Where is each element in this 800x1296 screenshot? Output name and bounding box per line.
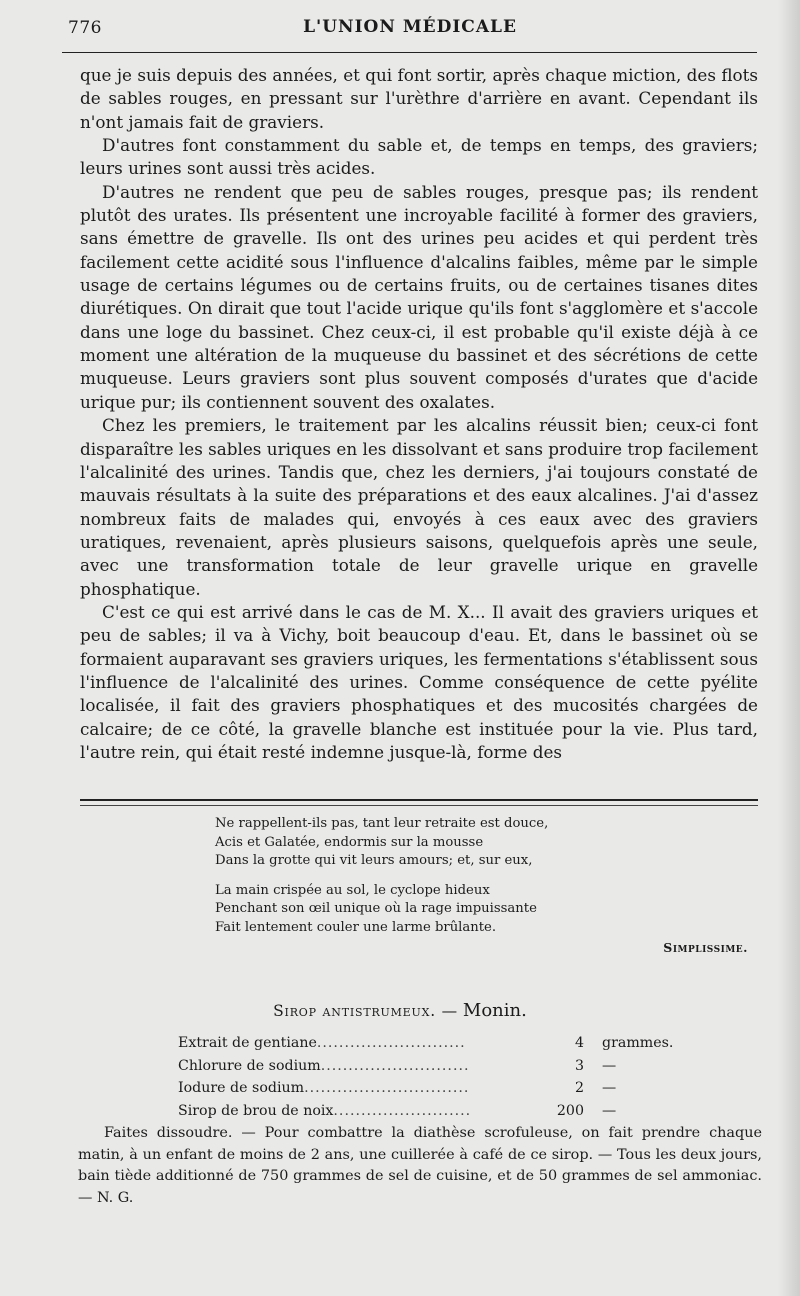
running-title: L'UNION MÉDICALE xyxy=(303,17,517,37)
recipe-title-brand: Monin. xyxy=(462,1000,527,1021)
ingredient-row xyxy=(178,1055,698,1078)
poem-excerpt xyxy=(215,815,548,938)
ingredient-unit: — xyxy=(602,1102,617,1119)
section-divider-thick xyxy=(80,799,758,801)
leader-dots: ......................... xyxy=(333,1102,472,1119)
poem-line: Dans la grotte qui vit leurs amours; et, sur eux, xyxy=(215,853,533,869)
ingredient-quantity: 4 xyxy=(574,1035,584,1051)
ingredient-unit: grammes. xyxy=(602,1035,674,1051)
ingredient-row xyxy=(178,1100,698,1123)
poem-line: Acis et Galatée, endormis sur la mousse xyxy=(215,834,484,850)
ingredient-name: Extrait de gentiane xyxy=(178,1035,317,1051)
main-text-column xyxy=(80,64,758,764)
ingredient-name: Sirop de brou de noix xyxy=(178,1102,334,1119)
paragraph: C'est ce qui est arrivé dans le cas de M. X... Il avait des graviers uriques et peu de sables; il va à Vichy, boit beaucoup d'eau. Et, dans le bassinet où se formaient auparavant ses graviers uriques, les fermentations s'établissent sous l'influence de l'alcalinité des urines. Comme conséquence de cette pyélite localisée, il fait des graviers phosphatiques et des mucosités chargées de calcaire; de ce côté, la gravelle blanche est instituée pour la vie. Plus tard, l'autre rein, qui était resté indemne jusque-là, forme des xyxy=(80,601,758,762)
poem-line: La main crispée au sol, le cyclope hideux xyxy=(215,882,490,898)
leader-dots: ........................... xyxy=(320,1057,470,1074)
paragraph: D'autres ne rendent que peu de sables rouges, presque pas; ils rendent plutôt des urates. Ils présentent une incroyable facilité à former des graviers, sans émettre de gravelle. Ils ont des urines peu acides et qui perdent très facilement cette acidité sous l'influence d'alcalins faibles, même par le simple usage de certains légumes ou de certains fruits, ou de certaines tisanes dites diurétiques. On dirait que tout l'acide urique qu'ils font s'agglomère et s'accole dans une loge du bassinet. Chez ceux-ci, il est probable qu'il existe déjà à ce moment une altération de la muqueuse du bassinet et des sécrétions de cette muqueuse. Leurs graviers sont plus souvent composés d'urates que d'acide urique pur; ils contiennent souvent des oxalates. xyxy=(80,181,758,412)
ingredient-quantity: 2 xyxy=(574,1080,584,1097)
instructions-paragraph: Faites dissoudre. — Pour combattre la diathèse scrofuleuse, on fait prendre chaque matin, à un enfant de moins de 2 ans, une cuillerée à café de ce sirop. — Tous les deux jours, bain tiède additionné de 750 grammes de sel de cuisine, et de 50 grammes de sel ammoniac. — N. G. xyxy=(78,1125,762,1206)
paragraph: Chez les premiers, le traitement par les alcalins réussit bien; ceux-ci font disparaître les sables uriques en les dissolvant et sans produire trop facilement l'alcalinité des urines. Tandis que, chez les derniers, j'ai toujours constaté de mauvais résultats à la suite des préparations et des eaux alcalines. J'ai d'assez nombreux faits de malades qui, envoyés à ces eaux avec des graviers uratiques, revenaient, après plusieurs saisons, quelquefois après une seule, avec une transformation totale de leur gravelle urique en gravelle phosphatique. xyxy=(80,415,758,599)
recipe-instructions xyxy=(78,1123,762,1209)
stanza-gap xyxy=(215,871,548,882)
ingredient-list xyxy=(178,1032,698,1122)
poem-line: Ne rappellent-ils pas, tant leur retraite est douce, xyxy=(215,816,549,831)
paragraph: que je suis depuis des années, et qui font sortir, après chaque miction, des flots de sables rouges, en pressant sur l'urèthre d'arrière en avant. Cependant ils n'ont jamais fait de graviers. xyxy=(80,65,758,132)
page-header xyxy=(60,14,760,46)
ingredient-name: Iodure de sodium xyxy=(178,1080,305,1097)
leader-dots: .............................. xyxy=(304,1080,470,1097)
paragraph: D'autres font constamment du sable et, de temps en temps, des graviers; leurs urines sont aussi très acides. xyxy=(80,135,758,179)
recipe-title-prefix: Sirop antistrumeux. — xyxy=(273,1002,458,1020)
ingredient-row xyxy=(178,1032,698,1055)
poem-line: Fait lentement couler une larme brûlante. xyxy=(215,919,497,935)
ingredient-unit: — xyxy=(602,1057,617,1074)
ingredient-name: Chlorure de sodium xyxy=(178,1057,321,1074)
recipe-title xyxy=(0,1000,800,1021)
poem-signature: Simplissime. xyxy=(663,940,748,955)
ingredient-unit: — xyxy=(602,1080,617,1097)
page-number: 776 xyxy=(68,18,102,38)
leader-dots: ........................... xyxy=(316,1035,466,1051)
section-divider-thin xyxy=(80,805,758,806)
header-rule xyxy=(62,52,757,53)
ingredient-quantity: 3 xyxy=(574,1057,584,1074)
ingredient-row xyxy=(178,1077,698,1100)
ingredient-quantity: 200 xyxy=(556,1102,584,1119)
page-edge-shadow xyxy=(778,0,800,1296)
poem-line: Penchant son œil unique où la rage impuissante xyxy=(215,901,537,917)
